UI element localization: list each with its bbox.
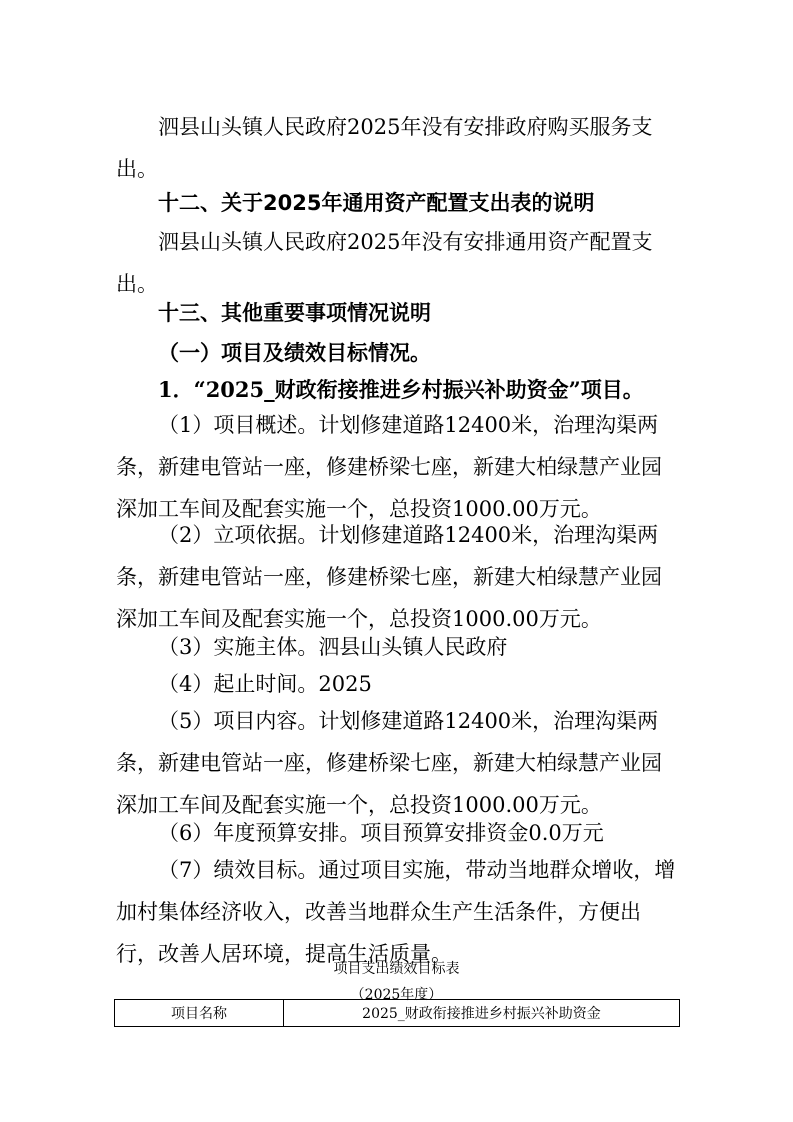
project-title: 1．“2025_财政衔接推进乡村振兴补助资金”项目。: [158, 377, 644, 402]
subsection-heading: （一）项目及绩效目标情况。: [158, 341, 431, 365]
purchase-paragraph: 泗县山头镇人民政府2025年没有安排政府购买服务支出。: [116, 115, 653, 181]
item-content: （5）项目内容。计划修建道路12400米，治理沟渠两条，新建电管站一座，修建桥梁七座，新建大柏绿慧产业园深加工车间及配套实施一个，总投资1000.00万元。: [116, 709, 662, 817]
item-period: （4）起止时间。2025: [158, 672, 372, 696]
item-overview: （1）项目概述。计划修建道路12400米，治理沟渠两条，新建电管站一座，修建桥梁七座，新建大柏绿慧产业园深加工车间及配套实施一个，总投资1000.00万元。: [116, 413, 662, 521]
table-caption: 项目支出绩效目标表: [333, 961, 460, 977]
section-13-heading: 十三、其他重要事项情况说明: [158, 301, 431, 325]
table-row: [115, 1000, 680, 1027]
project-name-value: 2025_财政衔接推进乡村振兴补助资金: [284, 1000, 680, 1027]
assets-paragraph: 泗县山头镇人民政府2025年没有安排通用资产配置支出。: [116, 230, 653, 296]
section-12-heading: 十二、关于2025年通用资产配置支出表的说明: [158, 191, 595, 215]
table-year: （2025年度）: [350, 987, 443, 1003]
item-basis: （2）立项依据。计划修建道路12400米，治理沟渠两条，新建电管站一座，修建桥梁七座，新建大柏绿慧产业园深加工车间及配套实施一个，总投资1000.00万元。: [116, 523, 662, 631]
performance-goal-table: [114, 999, 680, 1027]
item-budget: （6）年度预算安排。项目预算安排资金0.0万元: [158, 821, 604, 845]
item-goals: （7）绩效目标。通过项目实施，带动当地群众增收，增加村集体经济收入，改善当地群众生产生活条件，方便出行，改善人居环境，提高生活质量。: [116, 858, 676, 966]
project-name-label: 项目名称: [115, 1000, 284, 1027]
item-subject: （3）实施主体。泗县山头镇人民政府: [158, 635, 508, 659]
